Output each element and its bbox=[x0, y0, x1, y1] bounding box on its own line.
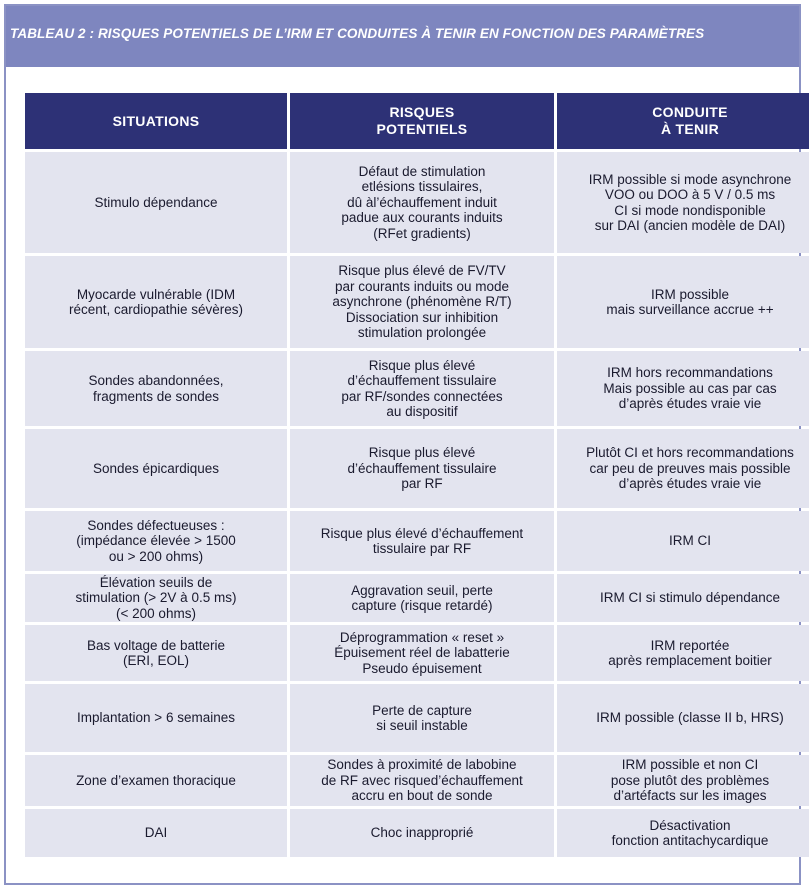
cell-situation: DAI bbox=[25, 809, 287, 857]
cell-conduite: IRM possible si mode asynchrone VOO ou DOO à 5 V / 0.5 ms CI si mode nondisponible sur DAI (ancien modèle de DAI) bbox=[557, 152, 809, 253]
cell-risques: Perte de capture si seuil instable bbox=[290, 684, 554, 752]
table-row bbox=[25, 625, 809, 681]
cell-situation: Implantation > 6 semaines bbox=[25, 684, 287, 752]
cell-situation: Zone d’examen thoracique bbox=[25, 755, 287, 806]
cell-risques: Risque plus élevé d’échauffement tissulaire par RF bbox=[290, 429, 554, 508]
cell-risques: Aggravation seuil, perte capture (risque retardé) bbox=[290, 574, 554, 622]
cell-situation: Sondes défectueuses : (impédance élevée > 1500 ou > 200 ohms) bbox=[25, 511, 287, 571]
cell-conduite: IRM reportée après remplacement boitier bbox=[557, 625, 809, 681]
risk-table bbox=[22, 90, 809, 860]
table-row bbox=[25, 684, 809, 752]
cell-situation: Myocarde vulnérable (IDM récent, cardiopathie sévères) bbox=[25, 256, 287, 348]
header-situations: SITUATIONS bbox=[25, 93, 287, 149]
cell-conduite: IRM possible mais surveillance accrue ++ bbox=[557, 256, 809, 348]
table-row bbox=[25, 256, 809, 348]
cell-situation: Bas voltage de batterie (ERI, EOL) bbox=[25, 625, 287, 681]
table-row bbox=[25, 152, 809, 253]
cell-situation: Stimulo dépendance bbox=[25, 152, 287, 253]
cell-situation: Élévation seuils de stimulation (> 2V à 0.5 ms) (< 200 ohms) bbox=[25, 574, 287, 622]
table-row bbox=[25, 511, 809, 571]
table-row bbox=[25, 755, 809, 806]
cell-conduite: IRM CI si stimulo dépendance bbox=[557, 574, 809, 622]
cell-risques: Déprogrammation « reset » Épuisement réel de labatterie Pseudo épuisement bbox=[290, 625, 554, 681]
cell-situation: Sondes abandonnées, fragments de sondes bbox=[25, 351, 287, 426]
cell-conduite: IRM hors recommandations Mais possible au cas par cas d’après études vraie vie bbox=[557, 351, 809, 426]
table-row bbox=[25, 809, 809, 857]
cell-conduite: Plutôt CI et hors recommandations car peu de preuves mais possible d’après études vraie vie bbox=[557, 429, 809, 508]
table-row bbox=[25, 351, 809, 426]
cell-conduite: IRM possible (classe II b, HRS) bbox=[557, 684, 809, 752]
cell-conduite: IRM CI bbox=[557, 511, 809, 571]
table-title: TABLEAU 2 : RISQUES POTENTIELS DE L’IRM ET CONDUITES À TENIR EN FONCTION DES PARAMÈTRES bbox=[10, 26, 705, 41]
cell-risques: Risque plus élevé de FV/TV par courants induits ou mode asynchrone (phénomène R/T) Dissociation sur inhibition stimulation prolongée bbox=[290, 256, 554, 348]
header-row bbox=[25, 93, 809, 149]
header-risques: RISQUES POTENTIELS bbox=[290, 93, 554, 149]
cell-risques: Risque plus élevé d’échauffement tissulaire par RF/sondes connectées au dispositif bbox=[290, 351, 554, 426]
cell-risques: Défaut de stimulation etlésions tissulaires, dû àl’échauffement induit padue aux courants induits (RFet gradients) bbox=[290, 152, 554, 253]
cell-conduite: IRM possible et non CI pose plutôt des problèmes d’artéfacts sur les images bbox=[557, 755, 809, 806]
header-conduite: CONDUITE À TENIR bbox=[557, 93, 809, 149]
table-frame bbox=[4, 4, 801, 885]
cell-conduite: Désactivation fonction antitachycardique bbox=[557, 809, 809, 857]
cell-risques: Sondes à proximité de labobine de RF avec risqued’échauffement accru en bout de sonde bbox=[290, 755, 554, 806]
cell-situation: Sondes épicardiques bbox=[25, 429, 287, 508]
title-bar bbox=[6, 6, 799, 67]
cell-risques: Risque plus élevé d’échauffement tissulaire par RF bbox=[290, 511, 554, 571]
table-row bbox=[25, 429, 809, 508]
cell-risques: Choc inapproprié bbox=[290, 809, 554, 857]
table-row bbox=[25, 574, 809, 622]
